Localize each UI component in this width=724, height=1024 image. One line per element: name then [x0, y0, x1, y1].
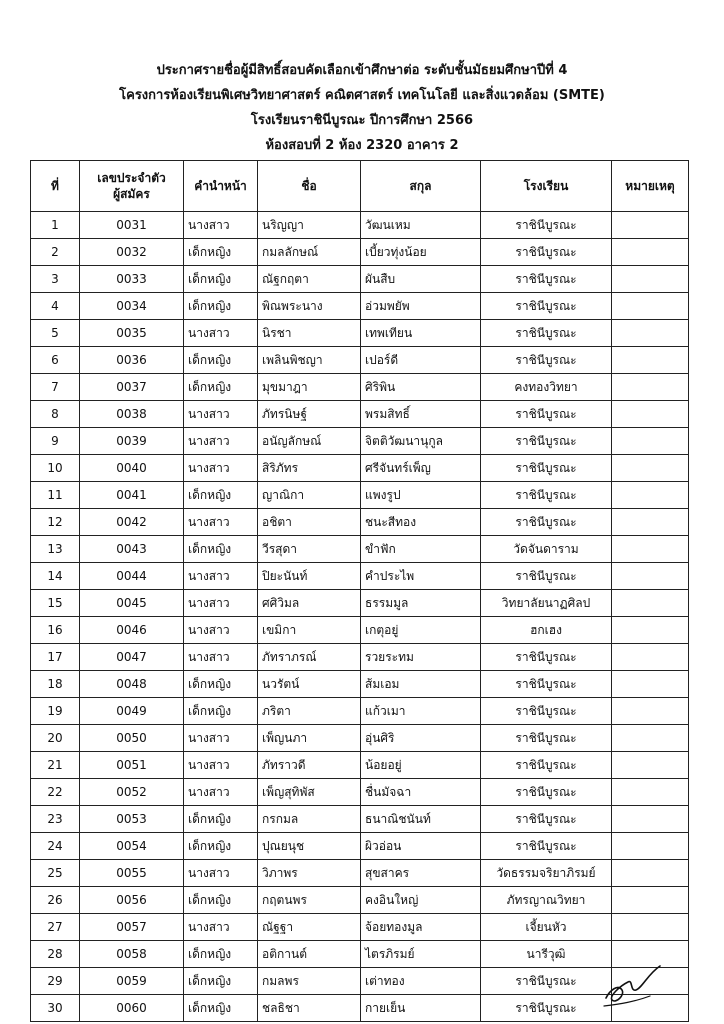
cell-applicant-id: 0042	[80, 509, 184, 536]
cell-no: 27	[31, 914, 80, 941]
header-prefix: คำนำหน้า	[184, 161, 258, 212]
cell-first-name: ชลธิชา	[258, 995, 361, 1022]
cell-prefix: เด็กหญิง	[184, 941, 258, 968]
cell-school: ราชินีบูรณะ	[481, 725, 612, 752]
cell-remark	[612, 455, 689, 482]
cell-no: 17	[31, 644, 80, 671]
cell-prefix: เด็กหญิง	[184, 536, 258, 563]
cell-applicant-id: 0058	[80, 941, 184, 968]
cell-no: 24	[31, 833, 80, 860]
cell-last-name: พรมสิทธิ์	[361, 401, 481, 428]
cell-school: ราชินีบูรณะ	[481, 995, 612, 1022]
table-row	[31, 671, 689, 698]
cell-prefix: เด็กหญิง	[184, 347, 258, 374]
cell-prefix: นางสาว	[184, 860, 258, 887]
cell-first-name: ปุณยนุช	[258, 833, 361, 860]
cell-last-name: จิตติวัฒนานุกูล	[361, 428, 481, 455]
cell-applicant-id: 0032	[80, 239, 184, 266]
table-row	[31, 293, 689, 320]
cell-applicant-id: 0056	[80, 887, 184, 914]
cell-last-name: กายเย็น	[361, 995, 481, 1022]
title-line-4: ห้องสอบที่ 2 ห้อง 2320 อาคาร 2	[265, 138, 459, 153]
cell-last-name: ขำฟัก	[361, 536, 481, 563]
cell-no: 3	[31, 266, 80, 293]
document-header	[0, 58, 724, 158]
table-row	[31, 887, 689, 914]
cell-applicant-id: 0040	[80, 455, 184, 482]
header-no: ที่	[31, 161, 80, 212]
cell-school: ราชินีบูรณะ	[481, 833, 612, 860]
cell-applicant-id: 0046	[80, 617, 184, 644]
cell-remark	[612, 563, 689, 590]
table-row	[31, 725, 689, 752]
cell-school: ราชินีบูรณะ	[481, 455, 612, 482]
cell-last-name: จ้อยทองมูล	[361, 914, 481, 941]
cell-applicant-id: 0036	[80, 347, 184, 374]
cell-first-name: เขมิกา	[258, 617, 361, 644]
cell-last-name: เปอร์ดี	[361, 347, 481, 374]
cell-first-name: เพ็ญสุทิพัส	[258, 779, 361, 806]
cell-school: วัดจันดาราม	[481, 536, 612, 563]
header-id-line-1: เลขประจำตัว	[97, 171, 166, 185]
cell-applicant-id: 0038	[80, 401, 184, 428]
cell-no: 1	[31, 212, 80, 239]
cell-last-name: แก้วเมา	[361, 698, 481, 725]
table-row	[31, 860, 689, 887]
cell-prefix: นางสาว	[184, 779, 258, 806]
table-row	[31, 941, 689, 968]
cell-applicant-id: 0060	[80, 995, 184, 1022]
cell-school: ราชินีบูรณะ	[481, 752, 612, 779]
cell-prefix: เด็กหญิง	[184, 482, 258, 509]
cell-no: 8	[31, 401, 80, 428]
cell-last-name: วัฒนเหม	[361, 212, 481, 239]
cell-applicant-id: 0035	[80, 320, 184, 347]
cell-applicant-id: 0055	[80, 860, 184, 887]
table-row	[31, 806, 689, 833]
table-row	[31, 374, 689, 401]
cell-last-name: ศิริพิน	[361, 374, 481, 401]
header-last-name: สกุล	[361, 161, 481, 212]
cell-first-name: ปิยะนันท์	[258, 563, 361, 590]
table-row	[31, 698, 689, 725]
cell-no: 6	[31, 347, 80, 374]
cell-prefix: นางสาว	[184, 914, 258, 941]
cell-school: วิทยาลัยนาฏศิลป	[481, 590, 612, 617]
cell-no: 23	[31, 806, 80, 833]
cell-prefix: นางสาว	[184, 617, 258, 644]
table-row	[31, 239, 689, 266]
cell-remark	[612, 860, 689, 887]
cell-remark	[612, 914, 689, 941]
cell-last-name: แพงรูป	[361, 482, 481, 509]
cell-prefix: นางสาว	[184, 752, 258, 779]
cell-school: เจี้ยนหัว	[481, 914, 612, 941]
header-applicant-id	[80, 161, 184, 212]
cell-prefix: เด็กหญิง	[184, 671, 258, 698]
cell-remark	[612, 374, 689, 401]
cell-applicant-id: 0051	[80, 752, 184, 779]
cell-remark	[612, 320, 689, 347]
cell-school: ฮกเฮง	[481, 617, 612, 644]
cell-last-name: ผันสืบ	[361, 266, 481, 293]
cell-last-name: น้อยอยู่	[361, 752, 481, 779]
cell-no: 11	[31, 482, 80, 509]
cell-no: 13	[31, 536, 80, 563]
cell-prefix: นางสาว	[184, 509, 258, 536]
cell-remark	[612, 428, 689, 455]
cell-first-name: นริญญา	[258, 212, 361, 239]
cell-applicant-id: 0044	[80, 563, 184, 590]
cell-last-name: ส้มเอม	[361, 671, 481, 698]
header-remark: หมายเหตุ	[612, 161, 689, 212]
cell-no: 30	[31, 995, 80, 1022]
cell-first-name: ญาณิกา	[258, 482, 361, 509]
cell-prefix: นางสาว	[184, 590, 258, 617]
cell-first-name: ณัฐกฤตา	[258, 266, 361, 293]
cell-no: 16	[31, 617, 80, 644]
cell-applicant-id: 0037	[80, 374, 184, 401]
cell-first-name: เพลินพิชญา	[258, 347, 361, 374]
table-row	[31, 266, 689, 293]
header-id-line-2: ผู้สมัคร	[113, 187, 150, 201]
table-row	[31, 563, 689, 590]
table-row	[31, 590, 689, 617]
cell-remark	[612, 536, 689, 563]
cell-last-name: ศรีจันทร์เพ็ญ	[361, 455, 481, 482]
cell-school: ราชินีบูรณะ	[481, 482, 612, 509]
cell-no: 20	[31, 725, 80, 752]
table-row	[31, 212, 689, 239]
cell-first-name: นิรชา	[258, 320, 361, 347]
cell-no: 2	[31, 239, 80, 266]
header-school: โรงเรียน	[481, 161, 612, 212]
cell-school: ราชินีบูรณะ	[481, 671, 612, 698]
cell-last-name: สุขสาคร	[361, 860, 481, 887]
cell-last-name: เทพเทียน	[361, 320, 481, 347]
cell-first-name: ภริตา	[258, 698, 361, 725]
cell-remark	[612, 617, 689, 644]
cell-prefix: นางสาว	[184, 212, 258, 239]
cell-school: ราชินีบูรณะ	[481, 212, 612, 239]
cell-remark	[612, 779, 689, 806]
cell-school: คงทองวิทยา	[481, 374, 612, 401]
cell-no: 12	[31, 509, 80, 536]
cell-last-name: ธนาณิชนันท์	[361, 806, 481, 833]
cell-applicant-id: 0050	[80, 725, 184, 752]
cell-school: นารีวุฒิ	[481, 941, 612, 968]
cell-remark	[612, 752, 689, 779]
cell-applicant-id: 0031	[80, 212, 184, 239]
cell-prefix: เด็กหญิง	[184, 806, 258, 833]
cell-prefix: เด็กหญิง	[184, 698, 258, 725]
cell-school: ราชินีบูรณะ	[481, 293, 612, 320]
cell-first-name: ภัทรนิษฐ์	[258, 401, 361, 428]
cell-no: 7	[31, 374, 80, 401]
cell-remark	[612, 239, 689, 266]
cell-remark	[612, 644, 689, 671]
cell-first-name: ศศิวิมล	[258, 590, 361, 617]
cell-last-name: เบี้ยวทุ่งน้อย	[361, 239, 481, 266]
cell-school: ราชินีบูรณะ	[481, 644, 612, 671]
table-row	[31, 833, 689, 860]
cell-first-name: ภัทราภรณ์	[258, 644, 361, 671]
table-row	[31, 617, 689, 644]
cell-first-name: กรกมล	[258, 806, 361, 833]
cell-school: ราชินีบูรณะ	[481, 239, 612, 266]
cell-last-name: ชนะสีทอง	[361, 509, 481, 536]
table-row	[31, 455, 689, 482]
cell-last-name: คงอินใหญ่	[361, 887, 481, 914]
cell-prefix: เด็กหญิง	[184, 293, 258, 320]
cell-last-name: ไตรภิรมย์	[361, 941, 481, 968]
cell-applicant-id: 0033	[80, 266, 184, 293]
signature-icon	[600, 960, 664, 1010]
table-row	[31, 428, 689, 455]
cell-remark	[612, 833, 689, 860]
cell-first-name: กมลพร	[258, 968, 361, 995]
table-row	[31, 968, 689, 995]
cell-last-name: ผิวอ่อน	[361, 833, 481, 860]
cell-first-name: นวรัตน์	[258, 671, 361, 698]
cell-last-name: อุ่นศิริ	[361, 725, 481, 752]
cell-prefix: เด็กหญิง	[184, 887, 258, 914]
cell-remark	[612, 482, 689, 509]
cell-applicant-id: 0049	[80, 698, 184, 725]
cell-remark	[612, 671, 689, 698]
cell-no: 14	[31, 563, 80, 590]
cell-prefix: เด็กหญิง	[184, 995, 258, 1022]
cell-school: ราชินีบูรณะ	[481, 509, 612, 536]
cell-applicant-id: 0052	[80, 779, 184, 806]
cell-school: วัดธรรมจริยาภิรมย์	[481, 860, 612, 887]
cell-first-name: พิณพระนาง	[258, 293, 361, 320]
cell-first-name: อติกานต์	[258, 941, 361, 968]
cell-remark	[612, 401, 689, 428]
table-row	[31, 779, 689, 806]
cell-remark	[612, 266, 689, 293]
cell-school: ราชินีบูรณะ	[481, 401, 612, 428]
cell-remark	[612, 509, 689, 536]
cell-remark	[612, 887, 689, 914]
cell-remark	[612, 293, 689, 320]
cell-remark	[612, 347, 689, 374]
cell-first-name: วีรสุดา	[258, 536, 361, 563]
cell-prefix: นางสาว	[184, 401, 258, 428]
cell-prefix: นางสาว	[184, 644, 258, 671]
cell-no: 4	[31, 293, 80, 320]
cell-prefix: เด็กหญิง	[184, 833, 258, 860]
cell-prefix: นางสาว	[184, 455, 258, 482]
cell-first-name: ภัทราวดี	[258, 752, 361, 779]
cell-prefix: เด็กหญิง	[184, 239, 258, 266]
cell-remark	[612, 590, 689, 617]
table-row	[31, 320, 689, 347]
cell-first-name: ณัฐฐา	[258, 914, 361, 941]
cell-school: ราชินีบูรณะ	[481, 563, 612, 590]
cell-remark	[612, 725, 689, 752]
cell-no: 25	[31, 860, 80, 887]
cell-first-name: สิริภัทร	[258, 455, 361, 482]
cell-no: 26	[31, 887, 80, 914]
cell-school: ภัทรญาณวิทยา	[481, 887, 612, 914]
cell-applicant-id: 0041	[80, 482, 184, 509]
cell-prefix: นางสาว	[184, 320, 258, 347]
table-header-row	[31, 161, 689, 212]
cell-applicant-id: 0054	[80, 833, 184, 860]
cell-school: ราชินีบูรณะ	[481, 347, 612, 374]
cell-last-name: อ่วมพยัพ	[361, 293, 481, 320]
table-body	[31, 212, 689, 1022]
cell-no: 21	[31, 752, 80, 779]
cell-no: 19	[31, 698, 80, 725]
cell-prefix: เด็กหญิง	[184, 968, 258, 995]
cell-applicant-id: 0059	[80, 968, 184, 995]
table-row	[31, 995, 689, 1022]
table-row	[31, 347, 689, 374]
cell-remark	[612, 698, 689, 725]
cell-remark	[612, 212, 689, 239]
cell-last-name: รวยระทม	[361, 644, 481, 671]
table-row	[31, 644, 689, 671]
applicant-table	[30, 160, 689, 1022]
cell-first-name: อนัญลักษณ์	[258, 428, 361, 455]
title-line-3: โรงเรียนราชินีบูรณะ ปีการศึกษา 2566	[250, 113, 474, 128]
cell-last-name: คำประไพ	[361, 563, 481, 590]
cell-prefix: นางสาว	[184, 725, 258, 752]
cell-prefix: นางสาว	[184, 428, 258, 455]
cell-remark	[612, 806, 689, 833]
cell-last-name: ธรรมมูล	[361, 590, 481, 617]
table-row	[31, 536, 689, 563]
cell-last-name: เต่าทอง	[361, 968, 481, 995]
cell-no: 22	[31, 779, 80, 806]
cell-no: 9	[31, 428, 80, 455]
cell-school: ราชินีบูรณะ	[481, 320, 612, 347]
cell-applicant-id: 0053	[80, 806, 184, 833]
table-row	[31, 401, 689, 428]
cell-school: ราชินีบูรณะ	[481, 779, 612, 806]
cell-prefix: เด็กหญิง	[184, 374, 258, 401]
table-row	[31, 509, 689, 536]
cell-applicant-id: 0047	[80, 644, 184, 671]
cell-first-name: วิภาพร	[258, 860, 361, 887]
cell-school: ราชินีบูรณะ	[481, 968, 612, 995]
header-first-name: ชื่อ	[258, 161, 361, 212]
cell-school: ราชินีบูรณะ	[481, 806, 612, 833]
cell-no: 28	[31, 941, 80, 968]
cell-applicant-id: 0048	[80, 671, 184, 698]
table-row	[31, 752, 689, 779]
cell-last-name: ชื่นมัจฉา	[361, 779, 481, 806]
cell-first-name: กฤตนพร	[258, 887, 361, 914]
cell-school: ราชินีบูรณะ	[481, 428, 612, 455]
table-row	[31, 482, 689, 509]
cell-applicant-id: 0043	[80, 536, 184, 563]
cell-prefix: นางสาว	[184, 563, 258, 590]
cell-first-name: อชิตา	[258, 509, 361, 536]
cell-applicant-id: 0034	[80, 293, 184, 320]
cell-first-name: มุขมาฎา	[258, 374, 361, 401]
cell-first-name: กมลลักษณ์	[258, 239, 361, 266]
table-row	[31, 914, 689, 941]
cell-first-name: เพ็ญนภา	[258, 725, 361, 752]
cell-prefix: เด็กหญิง	[184, 266, 258, 293]
cell-applicant-id: 0045	[80, 590, 184, 617]
cell-last-name: เกตุอยู่	[361, 617, 481, 644]
cell-school: ราชินีบูรณะ	[481, 698, 612, 725]
title-line-1: ประกาศรายชื่อผู้มีสิทธิ์สอบคัดเลือกเข้าศึกษาต่อ ระดับชั้นมัธยมศึกษาปีที่ 4	[156, 63, 568, 78]
cell-applicant-id: 0039	[80, 428, 184, 455]
cell-applicant-id: 0057	[80, 914, 184, 941]
cell-no: 18	[31, 671, 80, 698]
cell-no: 5	[31, 320, 80, 347]
cell-no: 10	[31, 455, 80, 482]
cell-school: ราชินีบูรณะ	[481, 266, 612, 293]
title-line-2: โครงการห้องเรียนพิเศษวิทยาศาสตร์ คณิตศาสตร์ เทคโนโลยี และสิ่งแวดล้อม (SMTE)	[119, 88, 605, 103]
cell-no: 29	[31, 968, 80, 995]
cell-no: 15	[31, 590, 80, 617]
